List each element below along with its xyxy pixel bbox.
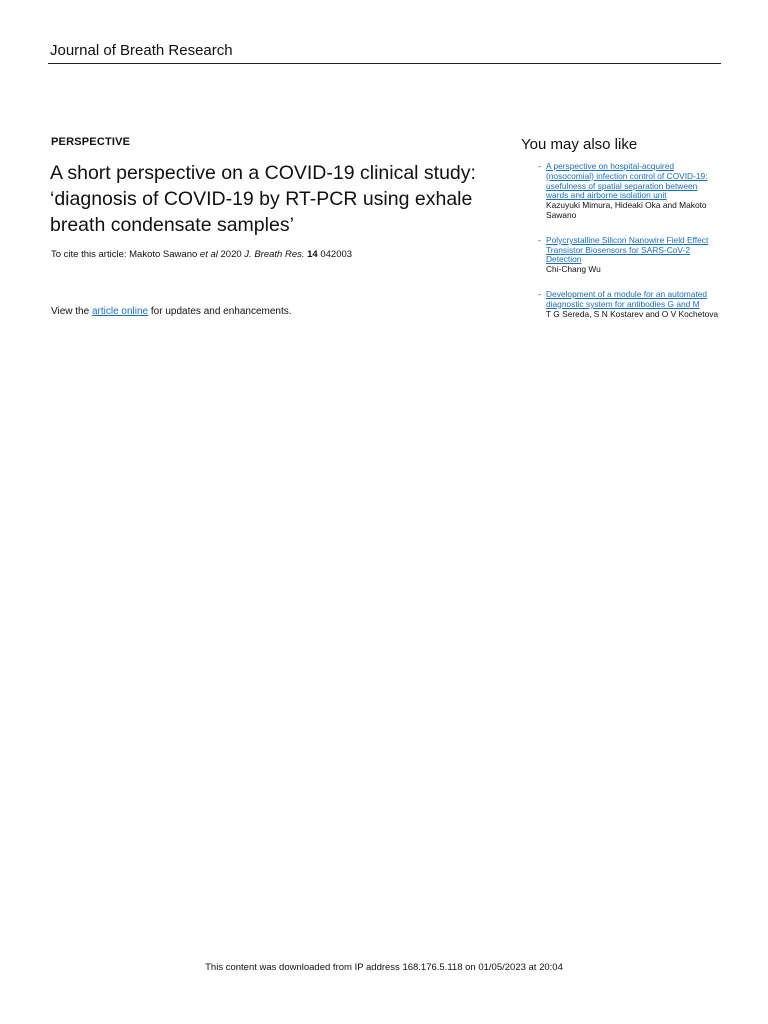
citation-volume: 14 xyxy=(307,249,318,260)
citation-line xyxy=(51,249,352,260)
related-heading: You may also like xyxy=(521,136,638,153)
citation-journal: J. Breath Res. xyxy=(244,249,305,260)
list-dash: - xyxy=(538,288,541,299)
related-item-link[interactable]: A perspective on hospital-acquired (nosocomial) infection control of COVID-19: usefulness of spatial separation between wards and airborne isolation unit xyxy=(546,161,708,201)
related-item-link[interactable]: Polycrystalline Silicon Nanowire Field Effect Transistor Biosensors for SARS-CoV-2 Detection xyxy=(546,234,709,265)
related-item xyxy=(538,162,720,221)
related-list xyxy=(538,162,720,334)
citation-number: 042003 xyxy=(320,249,353,260)
citation-prefix: To cite this article: Makoto Sawano xyxy=(51,249,200,260)
related-item-authors: T G Sereda, S N Kostarev and O V Kochetova xyxy=(546,308,719,319)
related-item xyxy=(538,290,720,319)
citation-etal: et al xyxy=(199,249,218,260)
view-online-suffix: for updates and enhancements. xyxy=(148,306,292,317)
article-title: A short perspective on a COVID-19 clinical study: ‘diagnosis of COVID-19 by RT-PCR using exhale breath condensate samples’ xyxy=(50,162,476,236)
journal-title: Journal of Breath Research xyxy=(50,42,233,59)
citation-year: 2020 xyxy=(217,249,245,260)
related-item-authors: Kazuyuki Mimura, Hideaki Oka and Makoto Sawano xyxy=(546,200,707,220)
header-rule xyxy=(48,63,721,64)
view-online-prefix: View the xyxy=(51,306,92,317)
article-kicker: PERSPECTIVE xyxy=(51,136,131,148)
related-item-authors: Chi-Chang Wu xyxy=(546,264,601,275)
article-online-link[interactable]: article online xyxy=(91,306,149,317)
download-footer: This content was downloaded from IP address 168.176.5.118 on 01/05/2023 at 20:04 xyxy=(205,962,563,973)
view-online-line xyxy=(51,306,292,317)
related-item-link[interactable]: Development of a module for an automated diagnostic system for antibodies G and M xyxy=(546,288,708,309)
list-dash: - xyxy=(538,161,541,171)
related-item xyxy=(538,236,720,275)
list-dash: - xyxy=(538,234,541,245)
